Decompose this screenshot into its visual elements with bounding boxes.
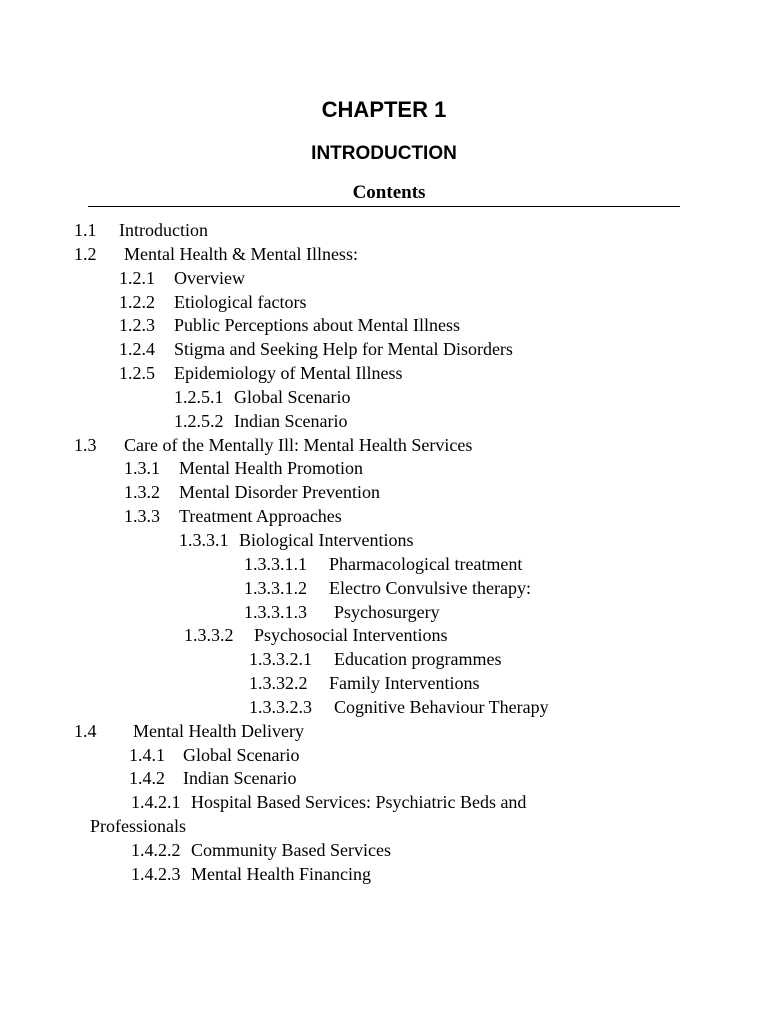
toc-entry-number: 1.3.3.1 (179, 529, 229, 550)
contents-divider (88, 206, 680, 207)
toc-entry-label: Electro Convulsive therapy: (329, 577, 531, 598)
toc-entry (0, 791, 768, 815)
toc-entry-number: 1.3.32.2 (249, 673, 308, 694)
toc-entry-label: Epidemiology of Mental Illness (174, 363, 403, 384)
toc-entry (0, 553, 768, 577)
toc-entry (0, 505, 768, 529)
toc-entry (0, 624, 768, 648)
toc-entry-number: 1.2.3 (119, 315, 155, 336)
toc-entry (0, 267, 768, 291)
toc-entry-label: Pharmacological treatment (329, 553, 523, 574)
toc-entry (0, 434, 768, 458)
toc-entry-label: Community Based Services (191, 839, 391, 860)
toc-entry-label: Mental Disorder Prevention (179, 482, 380, 503)
toc-entry (0, 648, 768, 672)
toc-entry-label: Mental Health Financing (191, 863, 371, 884)
toc-entry-number: 1.2 (74, 243, 97, 264)
toc-entry-number: 1.2.5 (119, 363, 155, 384)
toc-entry-label: Biological Interventions (239, 529, 414, 550)
toc-entry-label: Public Perceptions about Mental Illness (174, 315, 460, 336)
table-of-contents (0, 219, 768, 887)
toc-entry (0, 338, 768, 362)
toc-entry-number: 1.3.3.2.3 (249, 696, 312, 717)
toc-entry (0, 577, 768, 601)
toc-entry-label: Stigma and Seeking Help for Mental Disorders (174, 339, 513, 360)
toc-entry-label: Introduction (119, 220, 208, 240)
toc-entry-continuation (0, 815, 768, 839)
toc-entry (0, 386, 768, 410)
toc-entry-number: 1.2.5.1 (174, 386, 224, 407)
chapter-title: INTRODUCTION (311, 143, 457, 164)
toc-entry-number: 1.2.5.2 (174, 410, 224, 431)
toc-entry-number: 1.3.3.1.2 (244, 577, 307, 598)
toc-entry-number: 1.2.4 (119, 339, 155, 360)
toc-entry-label: Indian Scenario (234, 410, 348, 431)
toc-entry-label: Treatment Approaches (179, 506, 342, 527)
toc-entry (0, 839, 768, 863)
toc-entry-label: Hospital Based Services: Psychiatric Beds and (191, 792, 527, 813)
toc-entry-number: 1.3.1 (124, 458, 160, 479)
chapter-heading: CHAPTER 1 (321, 97, 447, 122)
toc-entry-number: 1.4.2 (129, 768, 165, 789)
toc-entry (0, 243, 768, 267)
toc-entry-number: 1.4.2.1 (131, 792, 181, 813)
toc-entry-label: Mental Health & Mental Illness: (124, 243, 358, 264)
toc-entry (0, 314, 768, 338)
toc-entry-number: 1.4.2.2 (131, 839, 181, 860)
toc-entry (0, 672, 768, 696)
toc-entry-label: Psychosocial Interventions (254, 625, 448, 646)
toc-entry (0, 410, 768, 434)
toc-entry-label: Indian Scenario (183, 768, 297, 789)
toc-entry-label: Overview (174, 267, 245, 288)
toc-entry-number: 1.1 (74, 220, 97, 240)
toc-entry-number: 1.3.3 (124, 506, 160, 527)
toc-entry-number: 1.3.3.2 (184, 625, 234, 646)
toc-entry-number: 1.2.2 (119, 291, 155, 312)
toc-entry-number: 1.3.3.1.1 (244, 553, 307, 574)
contents-heading: Contents (352, 182, 426, 203)
toc-entry-label: Professionals (90, 816, 186, 837)
toc-entry-label: Care of the Mentally Ill: Mental Health Services (124, 434, 473, 455)
toc-entry (0, 601, 768, 625)
toc-entry-number: 1.3 (74, 434, 97, 455)
toc-entry-number: 1.4.1 (129, 744, 165, 765)
toc-entry (0, 767, 768, 791)
toc-entry-label: Etiological factors (174, 291, 307, 312)
toc-entry (0, 362, 768, 386)
toc-entry-label: Mental Health Promotion (179, 458, 363, 479)
toc-entry (0, 863, 768, 887)
toc-entry-number: 1.4.2.3 (131, 863, 181, 884)
toc-entry (0, 481, 768, 505)
toc-entry-label: Cognitive Behaviour Therapy (334, 696, 549, 717)
toc-entry-number: 1.4 (74, 720, 97, 741)
toc-entry-label: Psychosurgery (334, 601, 440, 622)
toc-entry-label: Mental Health Delivery (133, 720, 304, 741)
toc-entry (0, 529, 768, 553)
toc-entry (0, 720, 768, 744)
toc-entry-label: Family Interventions (329, 673, 480, 694)
toc-entry (0, 696, 768, 720)
toc-entry-number: 1.3.3.1.3 (244, 601, 307, 622)
toc-entry-label: Education programmes (334, 649, 502, 670)
toc-entry-label: Global Scenario (183, 744, 300, 765)
toc-entry-label: Global Scenario (234, 386, 351, 407)
toc-entry (0, 457, 768, 481)
toc-entry (0, 291, 768, 315)
toc-entry (0, 219, 768, 243)
toc-entry-number: 1.3.2 (124, 482, 160, 503)
toc-entry (0, 744, 768, 768)
toc-entry-number: 1.3.3.2.1 (249, 649, 312, 670)
toc-entry-number: 1.2.1 (119, 267, 155, 288)
